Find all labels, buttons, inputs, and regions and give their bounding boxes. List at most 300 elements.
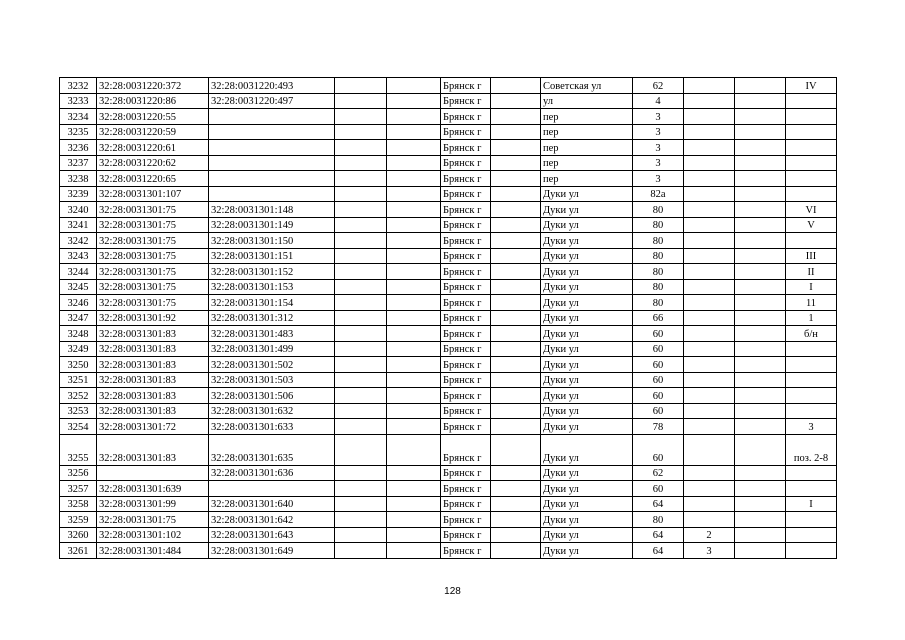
cell-street: Дуки ул [541,248,633,264]
cell-empty-col-d [735,434,786,465]
cell-apartment [786,140,837,156]
cell-cadastral-number: 32:28:0031301:75 [97,279,209,295]
cell-apartment [786,171,837,187]
cell-empty-col-c [491,279,541,295]
cell-empty-col-a [335,341,387,357]
cell-empty-col-a [335,202,387,218]
cell-empty-col-c [491,496,541,512]
cell-empty-col-a [335,124,387,140]
cell-object-number: 32:28:0031301:149 [209,217,335,233]
cell-empty-col-d [735,512,786,528]
cell-city: Брянск г [441,512,491,528]
cell-object-number: 32:28:0031301:640 [209,496,335,512]
cell-object-number: 32:28:0031301:499 [209,341,335,357]
cell-building [684,171,735,187]
cell-object-number [209,481,335,497]
cell-house-number: 3 [633,171,684,187]
cell-city: Брянск г [441,295,491,311]
cell-object-number: 32:28:0031301:312 [209,310,335,326]
cell-empty-col-c [491,388,541,404]
cell-house-number: 80 [633,202,684,218]
cell-cadastral-number: 32:28:0031301:484 [97,543,209,559]
cell-building [684,78,735,94]
cell-row-number: 3233 [60,93,97,109]
cell-empty-col-c [491,341,541,357]
cell-empty-col-d [735,202,786,218]
cell-empty-col-c [491,124,541,140]
cell-empty-col-a [335,279,387,295]
table-row [60,140,837,156]
cell-empty-col-c [491,78,541,94]
table-row [60,341,837,357]
cell-house-number: 78 [633,419,684,435]
cell-object-number: 32:28:0031220:493 [209,78,335,94]
cell-object-number [209,124,335,140]
cell-cadastral-number: 32:28:0031220:61 [97,140,209,156]
cell-empty-col-d [735,310,786,326]
cell-house-number: 80 [633,512,684,528]
cell-house-number: 60 [633,388,684,404]
cell-city: Брянск г [441,279,491,295]
cell-cadastral-number: 32:28:0031301:83 [97,357,209,373]
cell-empty-col-a [335,512,387,528]
cell-apartment [786,109,837,125]
cell-cadastral-number: 32:28:0031301:99 [97,496,209,512]
cell-street: Дуки ул [541,481,633,497]
cell-building [684,310,735,326]
table-row [60,326,837,342]
cell-empty-col-d [735,171,786,187]
cell-cadastral-number: 32:28:0031220:55 [97,109,209,125]
cell-city: Брянск г [441,481,491,497]
cell-apartment [786,155,837,171]
cell-empty-col-d [735,372,786,388]
cell-row-number: 3255 [60,434,97,465]
cell-row-number: 3256 [60,465,97,481]
table-row [60,434,837,465]
cell-building [684,295,735,311]
cell-empty-col-c [491,481,541,497]
cell-empty-col-b [387,543,441,559]
cell-apartment: IV [786,78,837,94]
cell-empty-col-c [491,465,541,481]
cell-building [684,465,735,481]
table-row [60,403,837,419]
cell-street: пер [541,109,633,125]
cell-empty-col-a [335,310,387,326]
cell-empty-col-b [387,310,441,326]
cell-building: 2 [684,527,735,543]
cell-cadastral-number: 32:28:0031301:639 [97,481,209,497]
cell-building [684,341,735,357]
cell-object-number: 32:28:0031301:154 [209,295,335,311]
table-row [60,496,837,512]
table-row [60,217,837,233]
cell-empty-col-d [735,109,786,125]
cell-empty-col-b [387,434,441,465]
cell-empty-col-d [735,186,786,202]
cell-city: Брянск г [441,419,491,435]
cell-house-number: 60 [633,434,684,465]
cell-city: Брянск г [441,326,491,342]
cell-empty-col-b [387,155,441,171]
cell-empty-col-a [335,527,387,543]
cell-house-number: 60 [633,372,684,388]
cell-row-number: 3247 [60,310,97,326]
cell-empty-col-a [335,465,387,481]
cell-apartment [786,512,837,528]
cell-building [684,264,735,280]
cell-street: Дуки ул [541,357,633,373]
cell-building [684,372,735,388]
cell-empty-col-a [335,481,387,497]
cell-city: Брянск г [441,186,491,202]
table-row [60,78,837,94]
cell-empty-col-c [491,186,541,202]
cell-street: Дуки ул [541,465,633,481]
cell-empty-col-c [491,434,541,465]
cell-empty-col-b [387,465,441,481]
cell-object-number: 32:28:0031301:635 [209,434,335,465]
cell-apartment: V [786,217,837,233]
table-row [60,202,837,218]
cell-cadastral-number: 32:28:0031301:75 [97,217,209,233]
cell-house-number: 3 [633,109,684,125]
cell-city: Брянск г [441,434,491,465]
cell-building [684,155,735,171]
cell-apartment: 3 [786,419,837,435]
cell-row-number: 3244 [60,264,97,280]
table-row [60,465,837,481]
cell-city: Брянск г [441,109,491,125]
cell-object-number [209,109,335,125]
cell-empty-col-d [735,217,786,233]
cell-house-number: 60 [633,403,684,419]
cell-apartment: I [786,279,837,295]
cell-empty-col-a [335,233,387,249]
cell-empty-col-d [735,326,786,342]
cell-row-number: 3239 [60,186,97,202]
cell-object-number: 32:28:0031220:497 [209,93,335,109]
cell-city: Брянск г [441,527,491,543]
cell-empty-col-b [387,341,441,357]
cell-empty-col-d [735,264,786,280]
cell-empty-col-a [335,326,387,342]
cell-cadastral-number: 32:28:0031301:107 [97,186,209,202]
cell-empty-col-b [387,202,441,218]
cell-city: Брянск г [441,202,491,218]
cell-apartment [786,186,837,202]
cell-apartment [786,543,837,559]
cell-apartment [786,527,837,543]
register-table [59,77,837,559]
cell-empty-col-c [491,403,541,419]
cell-apartment [786,372,837,388]
cell-building [684,109,735,125]
cell-row-number: 3251 [60,372,97,388]
cell-empty-col-a [335,403,387,419]
cell-cadastral-number [97,465,209,481]
cell-street: Советская ул [541,78,633,94]
cell-empty-col-b [387,357,441,373]
cell-building [684,388,735,404]
cell-empty-col-b [387,403,441,419]
cell-empty-col-b [387,295,441,311]
cell-empty-col-a [335,419,387,435]
cell-row-number: 3250 [60,357,97,373]
cell-building [684,496,735,512]
table-row [60,248,837,264]
cell-cadastral-number: 32:28:0031301:75 [97,264,209,280]
cell-empty-col-b [387,388,441,404]
cell-house-number: 3 [633,140,684,156]
cell-empty-col-c [491,217,541,233]
table-row [60,109,837,125]
cell-empty-col-d [735,403,786,419]
cell-empty-col-d [735,481,786,497]
cell-apartment: 11 [786,295,837,311]
cell-cadastral-number: 32:28:0031301:72 [97,419,209,435]
cell-cadastral-number: 32:28:0031220:59 [97,124,209,140]
cell-street: Дуки ул [541,202,633,218]
cell-cadastral-number: 32:28:0031301:83 [97,341,209,357]
cell-empty-col-c [491,419,541,435]
cell-object-number: 32:28:0031301:148 [209,202,335,218]
cell-building [684,186,735,202]
cell-street: Дуки ул [541,543,633,559]
cell-house-number: 80 [633,248,684,264]
cell-empty-col-b [387,140,441,156]
cell-object-number: 32:28:0031301:632 [209,403,335,419]
cell-apartment: I [786,496,837,512]
cell-house-number: 60 [633,341,684,357]
cell-city: Брянск г [441,248,491,264]
cell-building [684,217,735,233]
cell-empty-col-c [491,202,541,218]
cell-city: Брянск г [441,93,491,109]
cell-city: Брянск г [441,171,491,187]
cell-house-number: 64 [633,527,684,543]
table-row [60,93,837,109]
cell-house-number: 62 [633,465,684,481]
cell-empty-col-b [387,217,441,233]
cell-empty-col-c [491,233,541,249]
cell-street: Дуки ул [541,186,633,202]
cell-cadastral-number: 32:28:0031301:83 [97,326,209,342]
cell-building [684,93,735,109]
cell-street: Дуки ул [541,326,633,342]
cell-street: Дуки ул [541,434,633,465]
cell-street: Дуки ул [541,310,633,326]
table-row [60,372,837,388]
cell-house-number: 4 [633,93,684,109]
cell-city: Брянск г [441,403,491,419]
cell-empty-col-b [387,419,441,435]
cell-empty-col-b [387,481,441,497]
cell-apartment [786,403,837,419]
cell-empty-col-b [387,264,441,280]
table-row [60,124,837,140]
cell-apartment [786,465,837,481]
cell-empty-col-a [335,93,387,109]
cell-object-number [209,140,335,156]
cell-apartment: б/н [786,326,837,342]
cell-empty-col-d [735,388,786,404]
cell-empty-col-b [387,93,441,109]
cell-building [684,403,735,419]
cell-empty-col-a [335,264,387,280]
cell-empty-col-a [335,171,387,187]
table-row [60,310,837,326]
cell-house-number: 64 [633,496,684,512]
cell-empty-col-c [491,372,541,388]
cell-house-number: 80 [633,295,684,311]
register-table-body [60,78,837,559]
cell-empty-col-d [735,155,786,171]
cell-empty-col-a [335,357,387,373]
cell-building [684,357,735,373]
cell-empty-col-c [491,248,541,264]
cell-empty-col-d [735,140,786,156]
cell-row-number: 3261 [60,543,97,559]
cell-building [684,279,735,295]
cell-city: Брянск г [441,465,491,481]
cell-row-number: 3248 [60,326,97,342]
cell-empty-col-d [735,543,786,559]
cell-empty-col-c [491,295,541,311]
cell-row-number: 3257 [60,481,97,497]
cell-empty-col-c [491,264,541,280]
cell-house-number: 80 [633,233,684,249]
cell-row-number: 3232 [60,78,97,94]
cell-empty-col-b [387,248,441,264]
cell-apartment [786,357,837,373]
table-row [60,171,837,187]
cell-street: Дуки ул [541,512,633,528]
cell-row-number: 3242 [60,233,97,249]
table-row [60,186,837,202]
cell-apartment [786,124,837,140]
cell-street: Дуки ул [541,264,633,280]
cell-empty-col-a [335,155,387,171]
cell-street: Дуки ул [541,279,633,295]
cell-city: Брянск г [441,140,491,156]
table-row [60,527,837,543]
cell-cadastral-number: 32:28:0031220:65 [97,171,209,187]
cell-empty-col-c [491,171,541,187]
cell-building [684,248,735,264]
page-number: 128 [444,586,461,597]
cell-row-number: 3260 [60,527,97,543]
cell-object-number: 32:28:0031301:153 [209,279,335,295]
table-row [60,233,837,249]
cell-empty-col-a [335,109,387,125]
cell-house-number: 60 [633,481,684,497]
cell-object-number: 32:28:0031301:150 [209,233,335,249]
cell-object-number: 32:28:0031301:483 [209,326,335,342]
cell-empty-col-b [387,233,441,249]
cell-empty-col-a [335,140,387,156]
cell-empty-col-a [335,78,387,94]
cell-house-number: 62 [633,78,684,94]
cell-building: 3 [684,543,735,559]
cell-empty-col-d [735,124,786,140]
cell-city: Брянск г [441,78,491,94]
cell-building [684,481,735,497]
cell-apartment [786,341,837,357]
cell-street: пер [541,171,633,187]
cell-building [684,202,735,218]
cell-apartment: III [786,248,837,264]
cell-empty-col-b [387,124,441,140]
cell-cadastral-number: 32:28:0031301:83 [97,388,209,404]
cell-house-number: 80 [633,279,684,295]
cell-object-number: 32:28:0031301:152 [209,264,335,280]
cell-empty-col-b [387,109,441,125]
table-row [60,481,837,497]
cell-object-number [209,155,335,171]
cell-city: Брянск г [441,543,491,559]
cell-building [684,326,735,342]
cell-row-number: 3252 [60,388,97,404]
cell-street: Дуки ул [541,372,633,388]
cell-object-number: 32:28:0031301:503 [209,372,335,388]
table-row [60,543,837,559]
cell-cadastral-number: 32:28:0031301:83 [97,372,209,388]
cell-street: Дуки ул [541,403,633,419]
cell-empty-col-b [387,326,441,342]
cell-empty-col-c [491,310,541,326]
cell-apartment: поз. 2-8 [786,434,837,465]
cell-cadastral-number: 32:28:0031301:75 [97,295,209,311]
cell-empty-col-a [335,434,387,465]
cell-empty-col-a [335,217,387,233]
cell-object-number [209,171,335,187]
table-row [60,512,837,528]
cell-street: Дуки ул [541,419,633,435]
cell-apartment: 1 [786,310,837,326]
cell-empty-col-d [735,527,786,543]
cell-street: пер [541,155,633,171]
cell-house-number: 3 [633,155,684,171]
cell-object-number: 32:28:0031301:649 [209,543,335,559]
cell-empty-col-c [491,155,541,171]
cell-empty-col-d [735,248,786,264]
cell-empty-col-d [735,78,786,94]
cell-house-number: 3 [633,124,684,140]
cell-row-number: 3238 [60,171,97,187]
cell-city: Брянск г [441,388,491,404]
cell-empty-col-b [387,372,441,388]
cell-row-number: 3240 [60,202,97,218]
cell-object-number: 32:28:0031301:636 [209,465,335,481]
cell-apartment [786,481,837,497]
cell-building [684,124,735,140]
cell-cadastral-number: 32:28:0031301:75 [97,512,209,528]
cell-street: Дуки ул [541,527,633,543]
cell-empty-col-a [335,388,387,404]
cell-object-number: 32:28:0031301:151 [209,248,335,264]
cell-empty-col-c [491,527,541,543]
cell-cadastral-number: 32:28:0031301:75 [97,248,209,264]
table-row [60,155,837,171]
cell-house-number: 60 [633,357,684,373]
cell-row-number: 3254 [60,419,97,435]
cell-empty-col-c [491,140,541,156]
cell-object-number: 32:28:0031301:502 [209,357,335,373]
cell-street: пер [541,124,633,140]
cell-city: Брянск г [441,124,491,140]
